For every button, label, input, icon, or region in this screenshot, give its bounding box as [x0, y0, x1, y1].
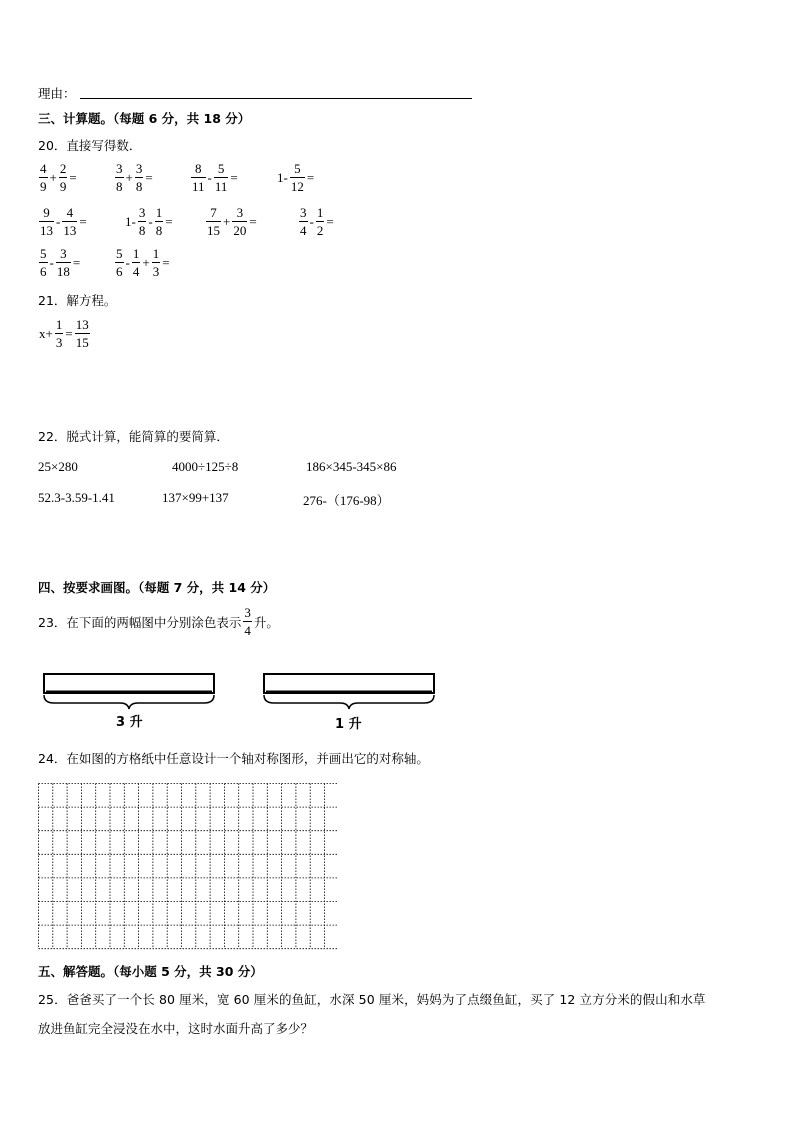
section-4-title: 四、按要求画图。（每题 7 分，共 14 分）	[38, 580, 276, 595]
q22-expr-4: 52.3-3.59-1.41	[38, 490, 115, 505]
q23-fraction-denominator: 4	[244, 623, 251, 638]
q23-bar-1-label: 3 升	[116, 715, 143, 730]
denominator: 3	[55, 335, 63, 350]
denominator: 8	[135, 179, 143, 194]
numerator: 13	[75, 317, 89, 332]
q20-operator: +	[49, 169, 57, 185]
q23-bar-1[interactable]	[44, 674, 214, 693]
q20-fraction	[62, 206, 77, 237]
q24-prompt: 24．在如图的方格纸中任意设计一个轴对称图形，并画出它的对称轴。	[38, 751, 429, 766]
q20-operator: +	[142, 254, 150, 270]
numerator: 5	[217, 161, 225, 176]
q20-operator: -	[125, 254, 130, 270]
denominator: 13	[40, 223, 53, 238]
section-3-title: 三、计算题。（每题 6 分，共 18 分）	[38, 111, 251, 126]
numerator: 8	[195, 161, 202, 176]
numerator: 1	[132, 246, 140, 261]
q20-operator: -	[56, 213, 61, 229]
q20-fraction	[290, 162, 305, 193]
q20-expression-1-3	[190, 162, 239, 193]
q20-fraction	[232, 206, 247, 237]
denominator: 8	[138, 223, 146, 238]
denominator: 8	[155, 223, 163, 238]
q20-expression-1-2	[114, 162, 154, 193]
q20-operator: -	[309, 213, 314, 229]
q23-prompt-before: 23．在下面的两幅图中分别涂色表示	[38, 614, 242, 630]
denominator: 6	[116, 264, 123, 279]
numerator: 4	[40, 161, 47, 176]
q23-bar-2-label: 1 升	[335, 717, 362, 732]
q20-fraction	[132, 247, 141, 278]
q20-operator: =	[249, 213, 257, 229]
denominator: 4	[132, 264, 140, 279]
q25-text-line-1: 25．爸爸买了一个长 80 厘米，宽 60 厘米的鱼缸，水深 50 厘米，妈妈为了点缀鱼缸，买了 12 立方分米的假山和水草	[38, 992, 706, 1007]
q20-operator: =	[306, 169, 315, 185]
q20-operator: +	[125, 169, 133, 185]
q23-fraction-numerator: 3	[244, 605, 251, 620]
q23-fraction	[243, 606, 252, 637]
q20-operator: =	[230, 169, 238, 185]
q20-fraction	[39, 206, 54, 237]
q21-fraction	[75, 318, 90, 349]
denominator: 8	[116, 179, 123, 194]
q22-expr-6: 276-（176-98）	[303, 493, 390, 508]
q22-prompt: 22．脱式计算，能简算的要简算．	[38, 429, 229, 444]
q20-fraction	[135, 162, 144, 193]
q20-operator: 1-	[125, 213, 136, 229]
q21-equation	[38, 318, 91, 349]
q20-expression-1-1	[38, 162, 78, 193]
q23-brace-1	[44, 695, 214, 709]
numerator: 1	[316, 205, 324, 220]
q20-operator: -	[148, 213, 153, 229]
q20-fraction	[115, 247, 124, 278]
q22-expr-2: 4000÷125÷8	[172, 459, 239, 474]
numerator: 2	[59, 161, 67, 176]
numerator: 1	[155, 205, 163, 220]
denominator: 18	[56, 264, 70, 279]
q20-operator: =	[165, 213, 173, 229]
q20-operator: =	[79, 213, 87, 229]
reason-label: 理由：	[38, 86, 76, 101]
q23-prompt	[38, 606, 279, 637]
denominator: 12	[290, 179, 304, 194]
numerator: 5	[40, 246, 47, 261]
denominator: 11	[214, 179, 228, 194]
numerator: 7	[210, 205, 217, 220]
q20-fraction	[206, 206, 221, 237]
numerator: 5	[294, 161, 301, 176]
q22-expr-1: 25×280	[38, 459, 78, 474]
denominator: 20	[233, 223, 247, 238]
q20-fraction	[138, 206, 147, 237]
denominator: 9	[59, 179, 67, 194]
q20-expression-2-2	[124, 206, 174, 237]
numerator: 4	[66, 205, 74, 220]
q20-expression-2-1	[38, 206, 88, 237]
q21-prompt: 21．解方程。	[38, 293, 117, 308]
q20-fraction	[155, 206, 164, 237]
denominator: 15	[75, 335, 89, 350]
q20-fraction	[191, 162, 206, 193]
q20-operator: +	[223, 213, 231, 229]
numerator: 1	[152, 246, 160, 261]
q20-expression-3-2	[114, 247, 171, 278]
q21-operator: x+	[39, 325, 53, 341]
q20-expression-2-3	[205, 206, 258, 237]
denominator: 4	[300, 223, 307, 238]
numerator: 3	[135, 161, 143, 176]
q20-expression-2-4	[298, 206, 335, 237]
q20-fraction	[115, 162, 124, 193]
q21-operator: =	[65, 325, 73, 341]
q25-text-line-2: 放进鱼缸完全浸没在水中，这时水面升高了多少？	[38, 1021, 314, 1036]
q21-fraction	[55, 318, 64, 349]
q20-fraction	[39, 247, 48, 278]
q23-bar-diagrams	[38, 665, 448, 735]
q20-fraction	[152, 247, 161, 278]
q20-operator: 1-	[277, 169, 288, 185]
q20-fraction	[39, 162, 48, 193]
denominator: 6	[40, 264, 47, 279]
denominator: 2	[316, 223, 324, 238]
q20-operator: -	[49, 254, 54, 270]
q23-prompt-after: 升。	[253, 614, 279, 630]
q23-bar-2[interactable]	[264, 674, 434, 693]
q20-expression-1-4	[276, 162, 315, 193]
denominator: 11	[192, 179, 205, 194]
numerator: 3	[236, 205, 244, 220]
q20-operator: =	[162, 254, 170, 270]
q22-expr-5: 137×99+137	[162, 490, 229, 505]
q23-brace-2	[264, 695, 434, 709]
denominator: 15	[207, 223, 220, 238]
numerator: 1	[55, 317, 63, 332]
q20-operator: =	[326, 213, 334, 229]
section-5-title: 五、解答题。（每小题 5 分，共 30 分）	[38, 964, 263, 979]
numerator: 3	[116, 161, 123, 176]
numerator: 3	[60, 246, 67, 261]
numerator: 3	[138, 205, 146, 220]
denominator: 3	[152, 264, 160, 279]
q20-fraction	[214, 162, 229, 193]
q20-fraction	[316, 206, 325, 237]
q20-expression-3-1	[38, 247, 81, 278]
q22-expr-3: 186×345-345×86	[306, 459, 397, 474]
denominator: 9	[40, 179, 47, 194]
numerator: 9	[43, 205, 50, 220]
numerator: 3	[300, 205, 307, 220]
q20-operator: =	[72, 254, 81, 270]
q20-operator: =	[69, 169, 77, 185]
q20-operator: =	[145, 169, 153, 185]
q20-operator: -	[207, 169, 212, 185]
q20-fraction	[299, 206, 308, 237]
q20-fraction	[59, 162, 68, 193]
q20-fraction	[56, 247, 71, 278]
denominator: 13	[63, 223, 77, 238]
q20-prompt: 20．直接写得数．	[38, 138, 142, 153]
reason-answer-line[interactable]	[80, 98, 472, 99]
numerator: 5	[116, 246, 123, 261]
q24-grid-paper[interactable]	[38, 783, 338, 951]
